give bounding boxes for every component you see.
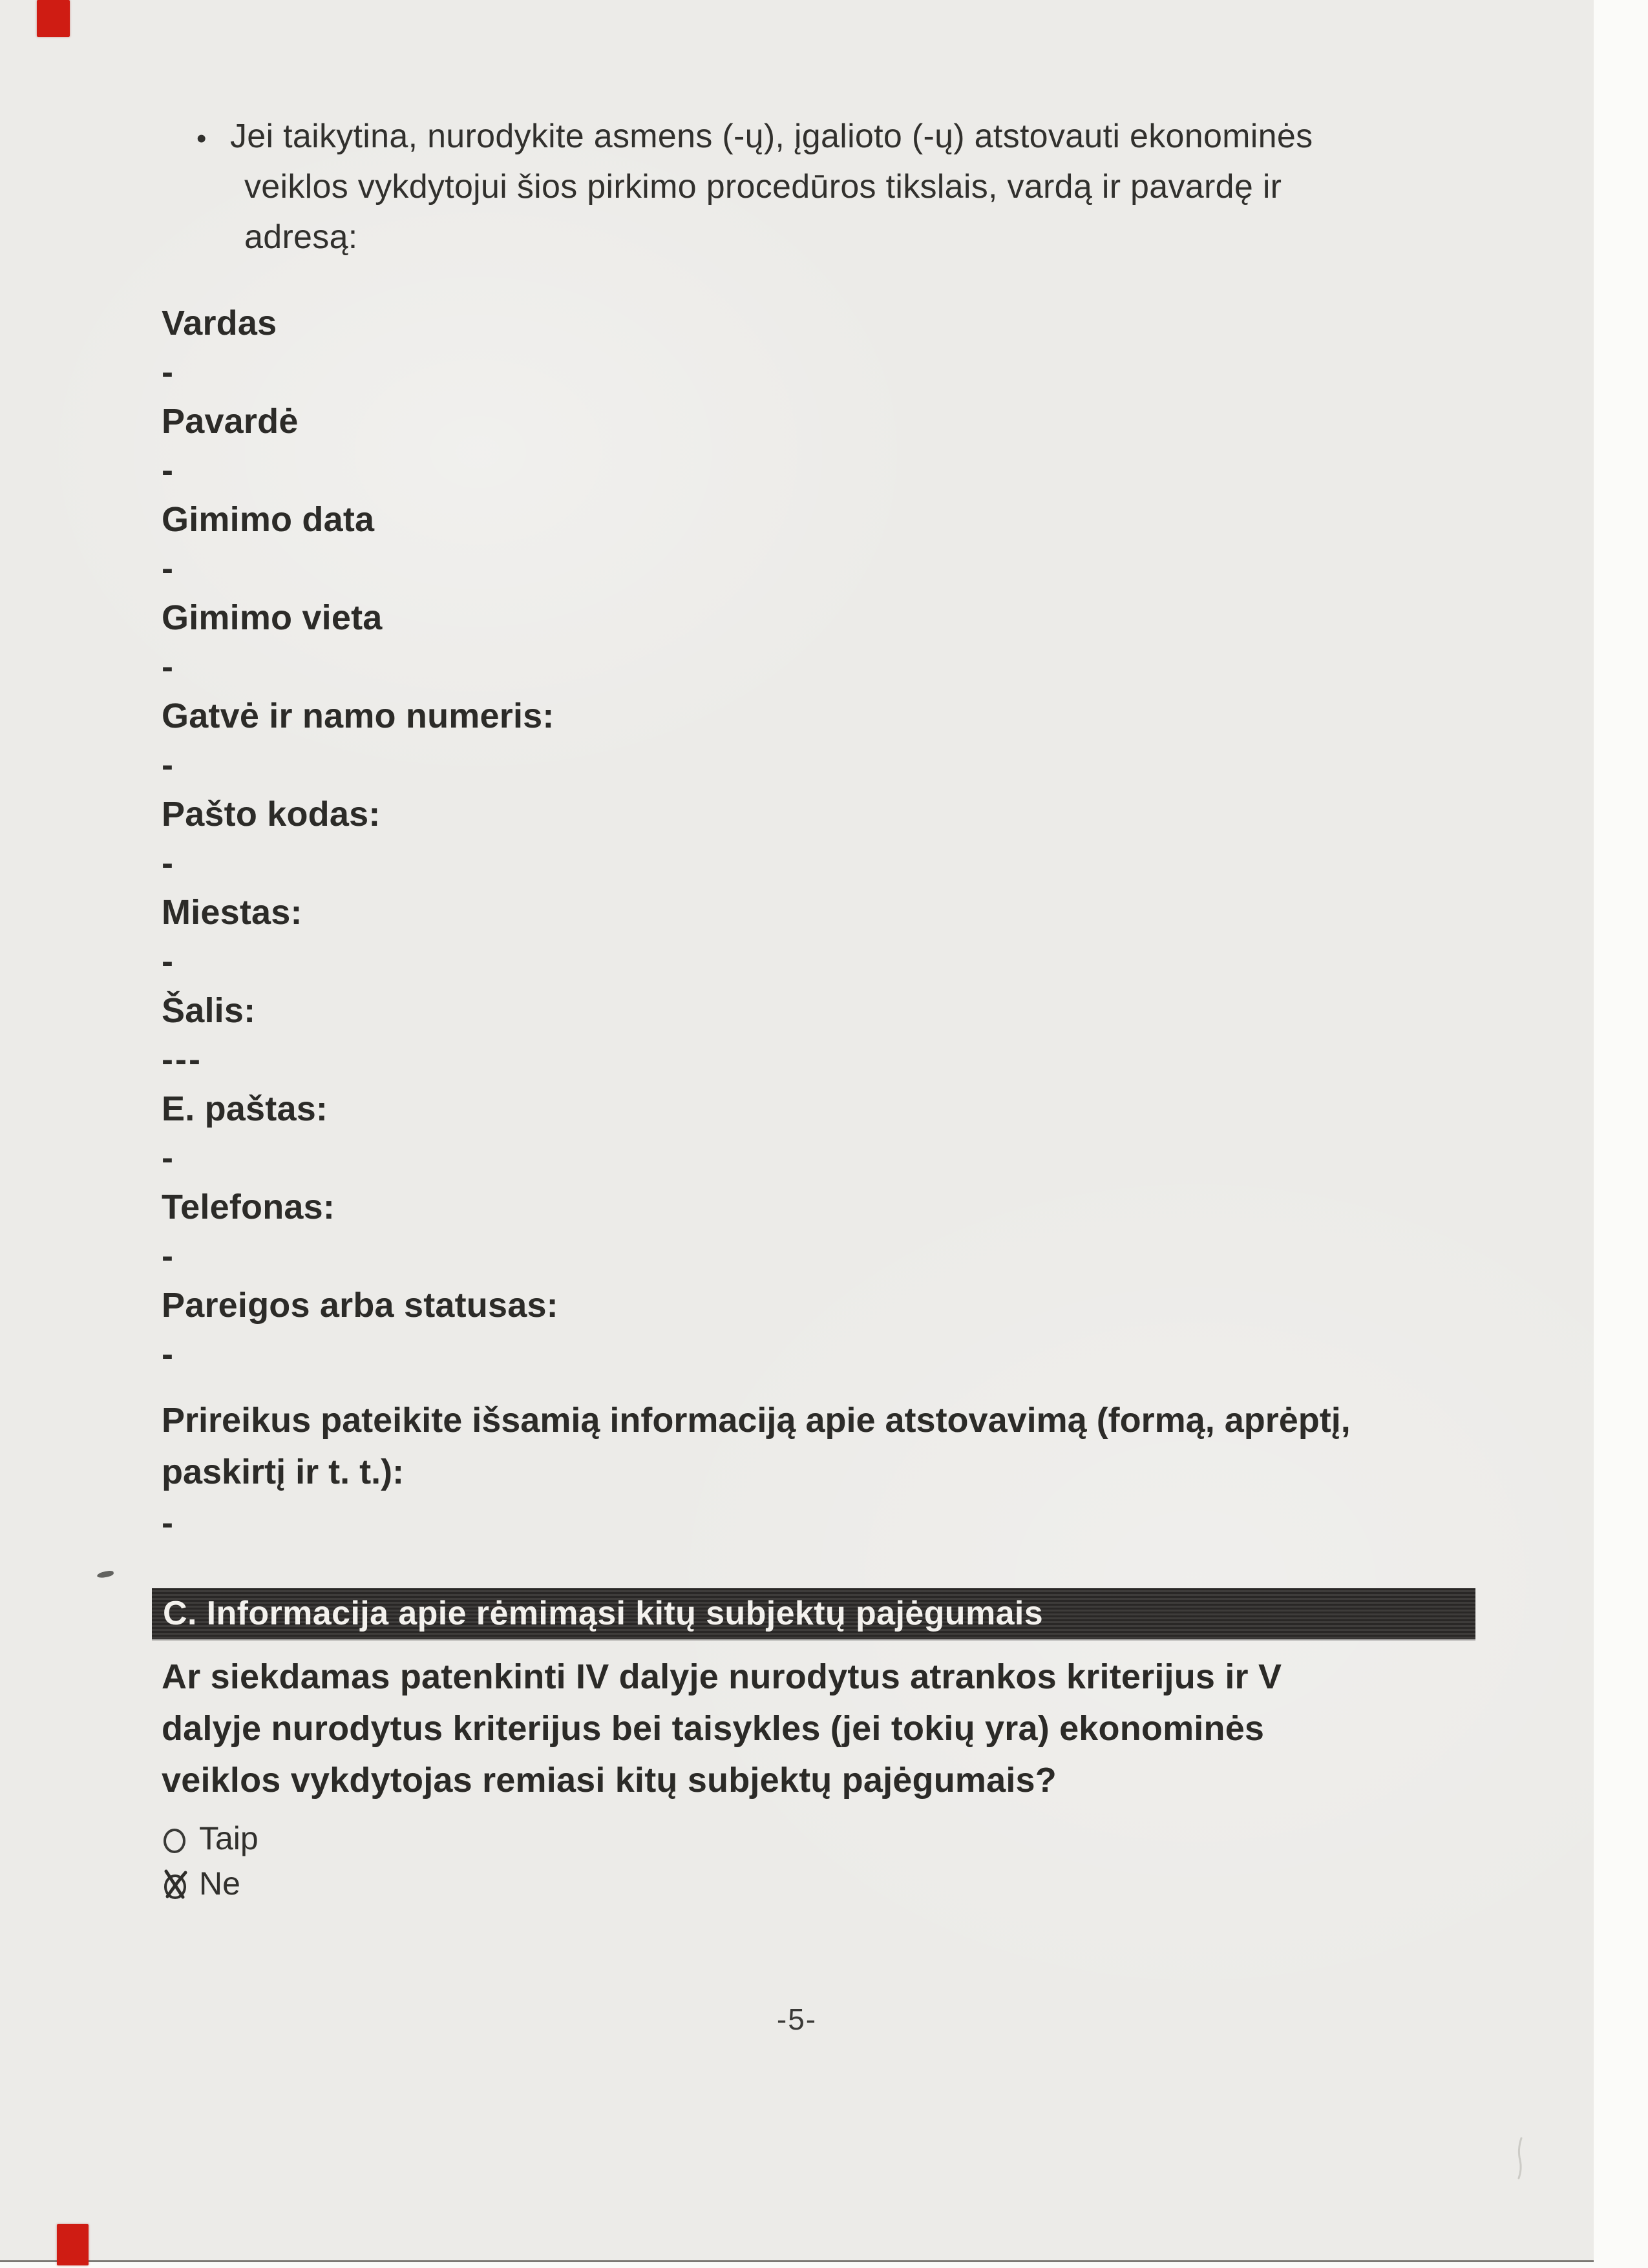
question-line-1: Ar siekdamas patenkinti IV dalyje nurodytus atrankos kriterijus ir V	[162, 1657, 1282, 1696]
field-gimimo-data	[162, 495, 1400, 593]
field-label: Miestas:	[162, 893, 302, 932]
field-label: E. paštas:	[162, 1089, 328, 1128]
field-label: Pavardė	[162, 402, 299, 441]
intro-bullet-paragraph	[193, 111, 1400, 262]
field-salis	[162, 986, 1400, 1084]
bullet-icon: •	[196, 123, 207, 154]
field-e-pastas	[162, 1084, 1400, 1182]
option-label: Taip	[199, 1820, 259, 1856]
question-line-2: dalyje nurodytus kriterijus bei taisykles (jei tokių yra) ekonominės	[162, 1709, 1265, 1748]
field-pareigos-arba-statusas	[162, 1281, 1400, 1379]
red-scan-mark-bottom	[57, 2224, 89, 2265]
red-scan-mark-top	[37, 0, 70, 37]
pencil-squiggle-mark	[1511, 2136, 1530, 2181]
field-gatve-ir-namo-numeris	[162, 691, 1400, 790]
field-label: Šalis:	[162, 991, 256, 1030]
intro-line-1: Jei taikytina, nurodykite asmens (-ų), įgalioto (-ų) atstovauti ekonominės	[230, 118, 1313, 155]
field-value: -	[162, 353, 175, 392]
representation-details-note	[162, 1394, 1400, 1548]
field-vardas	[162, 299, 1400, 397]
intro-line-2: veiklos vykdytojui šios pirkimo procedūros tikslais, vardą ir pavardę ir adresą:	[244, 168, 1282, 256]
radio-unchecked-icon[interactable]	[162, 1822, 191, 1855]
field-label: Pašto kodas:	[162, 795, 381, 834]
radio-checked-x-icon[interactable]	[162, 1867, 191, 1900]
option-taip[interactable]	[162, 1818, 1400, 1859]
field-value: -	[162, 746, 175, 784]
field-label: Gimimo vieta	[162, 598, 383, 637]
field-value: -	[162, 1139, 175, 1177]
field-pasto-kodas	[162, 790, 1400, 888]
answer-options	[162, 1818, 1400, 1904]
field-miestas	[162, 888, 1400, 986]
option-label: Ne	[199, 1865, 240, 1902]
option-ne[interactable]	[162, 1863, 1400, 1904]
question-reliance-on-capacities	[162, 1651, 1400, 1806]
field-value: -	[162, 844, 175, 883]
field-telefonas	[162, 1182, 1400, 1281]
field-label: Gimimo data	[162, 500, 375, 539]
field-pavarde	[162, 397, 1400, 495]
note-line-1: Prireikus pateikite išsamią informaciją apie atstovavimą (formą, aprėptį,	[162, 1401, 1351, 1440]
section-c-header: C. Informacija apie rėmimąsi kitų subjektų pajėgumais	[152, 1588, 1475, 1639]
field-label: Vardas	[162, 304, 277, 342]
field-gimimo-vieta	[162, 593, 1400, 691]
note-value: -	[162, 1504, 173, 1542]
field-value: ---	[162, 1040, 202, 1079]
question-line-3: veiklos vykdytojas remiasi kitų subjektų pajėgumais?	[162, 1761, 1057, 1800]
field-value: -	[162, 1237, 175, 1276]
field-label: Pareigos arba statusas:	[162, 1286, 558, 1325]
field-label: Telefonas:	[162, 1188, 335, 1226]
field-value: -	[162, 1335, 175, 1374]
field-value: -	[162, 942, 175, 981]
note-line-2: paskirtį ir t. t.):	[162, 1453, 405, 1491]
field-value: -	[162, 549, 175, 588]
field-label: Gatvė ir namo numeris:	[162, 697, 555, 735]
field-value: -	[162, 647, 175, 686]
page-number: -5-	[776, 2002, 818, 2036]
field-value: -	[162, 451, 175, 490]
